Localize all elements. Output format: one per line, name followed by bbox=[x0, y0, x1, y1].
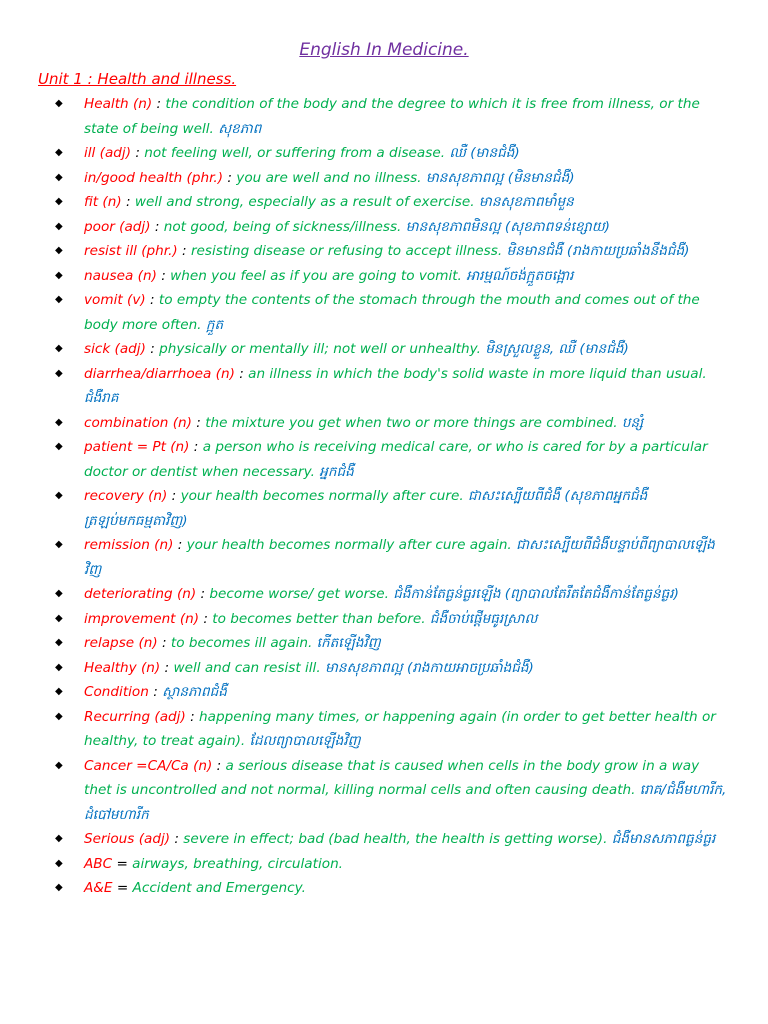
bullet-diamond-icon: ◆ bbox=[55, 416, 63, 428]
bullet-diamond-icon: ◆ bbox=[55, 98, 63, 109]
entry-khmer-translation: បន្សំ bbox=[617, 414, 644, 431]
entry-definition: well and can resist ill. bbox=[173, 659, 321, 676]
entry-separator: : bbox=[234, 365, 249, 382]
entry-khmer-translation: កើតឡើងវិញ bbox=[312, 635, 381, 651]
entry-khmer-translation: មានសុខភាពល្អ (មិនមានជំងឺ) bbox=[421, 169, 575, 186]
entry-term: remission (n) bbox=[84, 537, 174, 553]
entry-term: fit (n) bbox=[84, 194, 122, 210]
entry-definition: an illness in which the body's solid waste in more liquid than usual. bbox=[248, 365, 707, 382]
entry-separator: : bbox=[156, 267, 171, 284]
entry-definition: to becomes ill again. bbox=[170, 635, 313, 651]
glossary-entry bbox=[0, 876, 768, 901]
entry-separator: = bbox=[112, 855, 133, 872]
entry-term: patient = Pt (n) bbox=[84, 439, 190, 455]
glossary-entry bbox=[0, 92, 768, 141]
entry-khmer-translation: មានសុខភាពមាំមួន bbox=[474, 194, 574, 210]
entry-separator: : bbox=[150, 218, 164, 235]
entry-khmer-translation: ដែលព្យាបាលឡើងវិញ bbox=[245, 733, 361, 749]
entry-term: in/good health (phr.) bbox=[84, 169, 224, 186]
entry-term: Cancer =CA/Ca (n) bbox=[84, 757, 213, 774]
bullet-diamond-icon: ◆ bbox=[55, 343, 63, 354]
entry-definition: resisting disease or refusing to accept illness. bbox=[190, 243, 503, 259]
entry-definition: your health becomes normally after cure again. bbox=[186, 537, 512, 553]
bullet-diamond-icon: ◆ bbox=[55, 612, 63, 624]
bullet-diamond-icon: ◆ bbox=[55, 441, 63, 452]
entry-separator: : bbox=[191, 414, 206, 431]
entry-khmer-translation: មានសុខភាពល្អ (រាងកាយអាចប្រឆាំងជំងឺ) bbox=[320, 659, 534, 676]
bullet-diamond-icon: ◆ bbox=[55, 171, 63, 183]
entry-khmer-translation: ជំងឺរាគ bbox=[84, 390, 119, 406]
glossary-entry bbox=[0, 533, 768, 582]
entry-khmer-translation: រោគ/ជំងឺមហារីក, ដំបៅមហារីក bbox=[84, 782, 727, 823]
entry-definition: to becomes better than before. bbox=[212, 610, 426, 627]
bullet-diamond-icon: ◆ bbox=[55, 710, 63, 722]
glossary-entry bbox=[0, 288, 768, 337]
entry-term: sick (adj) bbox=[84, 341, 146, 357]
glossary-list bbox=[0, 92, 768, 901]
entry-separator: : bbox=[173, 537, 187, 553]
bullet-diamond-icon: ◆ bbox=[55, 857, 63, 869]
entry-definition: when you feel as if you are going to vomit. bbox=[170, 267, 462, 284]
entry-khmer-translation: ជាសះស្បើយពីជំងឺ (សុខភាពអ្នកជំងឺត្រឡប់មកធម្មតាវិញ) bbox=[84, 488, 648, 529]
entry-separator: : bbox=[145, 292, 159, 308]
entry-definition: become worse/ get worse. bbox=[209, 586, 389, 602]
entry-definition: the condition of the body and the degree to which it is free from illness, or the state of being well. bbox=[84, 96, 700, 137]
bullet-diamond-icon: ◆ bbox=[55, 759, 63, 771]
entry-khmer-translation: ក្អួត bbox=[201, 316, 224, 333]
glossary-entry bbox=[0, 827, 768, 852]
entry-separator: : bbox=[145, 341, 160, 357]
entry-definition: not feeling well, or suffering from a disease. bbox=[144, 145, 446, 161]
bullet-diamond-icon: ◆ bbox=[55, 882, 63, 893]
entry-term: vomit (v) bbox=[84, 292, 146, 308]
entry-definition: happening many times, or happening again (in order to get better health or healthy, to treat again). bbox=[84, 708, 716, 749]
entry-separator: : bbox=[152, 96, 166, 112]
entry-term: A&E bbox=[84, 880, 113, 896]
entry-term: deteriorating (n) bbox=[84, 586, 197, 602]
entry-term: combination (n) bbox=[84, 414, 192, 431]
entry-separator: : bbox=[148, 684, 163, 700]
glossary-entry bbox=[0, 362, 768, 411]
entry-separator: : bbox=[212, 757, 226, 774]
entry-definition: Accident and Emergency. bbox=[132, 880, 306, 896]
bullet-diamond-icon: ◆ bbox=[55, 245, 63, 256]
entry-term: Health (n) bbox=[84, 96, 153, 112]
entry-khmer-translation: ឈឺ (មានជំងឺ) bbox=[445, 145, 520, 161]
entry-term: nausea (n) bbox=[84, 267, 157, 284]
entry-khmer-translation: ជំងឺកាន់តែធ្ងន់ធ្ងរឡើង (ព្យាបាលតែរឹតតែជំងឺកាន់តែធ្ងន់ធ្ងរ) bbox=[388, 586, 679, 602]
entry-definition: a person who is receiving medical care, or who is cared for by a particular doctor or dentist when necessary. bbox=[84, 439, 708, 480]
entry-definition: the mixture you get when two or more things are combined. bbox=[205, 414, 618, 431]
glossary-entry bbox=[0, 166, 768, 191]
bullet-diamond-icon: ◆ bbox=[55, 147, 63, 158]
bullet-diamond-icon: ◆ bbox=[55, 367, 63, 379]
glossary-entry bbox=[0, 264, 768, 289]
entry-separator: : bbox=[121, 194, 135, 210]
glossary-entry bbox=[0, 631, 768, 656]
bullet-diamond-icon: ◆ bbox=[55, 661, 63, 673]
entry-separator: : bbox=[131, 145, 145, 161]
entry-term: improvement (n) bbox=[84, 610, 200, 627]
entry-separator: = bbox=[112, 880, 133, 896]
glossary-entry bbox=[0, 705, 768, 754]
bullet-diamond-icon: ◆ bbox=[55, 686, 63, 697]
entry-definition: physically or mentally ill; not well or unhealthy. bbox=[159, 341, 481, 357]
entry-separator: : bbox=[199, 610, 213, 627]
entry-separator: : bbox=[196, 586, 210, 602]
page-title: English In Medicine. bbox=[299, 40, 469, 60]
entry-term: relapse (n) bbox=[84, 635, 158, 651]
entry-term: diarrhea/diarrhoea (n) bbox=[84, 365, 235, 382]
glossary-entry bbox=[0, 852, 768, 877]
bullet-diamond-icon: ◆ bbox=[55, 490, 63, 501]
unit-heading: Unit 1 : Health and illness. bbox=[38, 70, 237, 88]
entry-khmer-translation: ជំងឺចាប់ផ្តើមធូរស្រាល bbox=[425, 610, 538, 627]
entry-definition: well and strong, especially as a result of exercise. bbox=[134, 194, 475, 210]
glossary-entry bbox=[0, 141, 768, 166]
glossary-entry bbox=[0, 607, 768, 632]
glossary-entry bbox=[0, 411, 768, 436]
glossary-entry bbox=[0, 484, 768, 533]
bullet-diamond-icon: ◆ bbox=[55, 637, 63, 648]
bullet-diamond-icon: ◆ bbox=[55, 196, 63, 207]
glossary-entry bbox=[0, 190, 768, 215]
glossary-entry bbox=[0, 582, 768, 607]
glossary-entry bbox=[0, 680, 768, 705]
bullet-diamond-icon: ◆ bbox=[55, 220, 63, 232]
entry-separator: : bbox=[189, 439, 203, 455]
entry-term: resist ill (phr.) bbox=[84, 243, 178, 259]
glossary-entry bbox=[0, 656, 768, 681]
entry-khmer-translation: សុខភាព bbox=[213, 120, 262, 137]
glossary-entry bbox=[0, 337, 768, 362]
entry-separator: : bbox=[185, 708, 199, 725]
entry-khmer-translation: ស្ថានភាពជំងឺ bbox=[162, 684, 227, 700]
entry-khmer-translation: អ្នកជំងឺ bbox=[314, 463, 354, 480]
entry-term: ill (adj) bbox=[84, 145, 131, 161]
entry-definition: to empty the contents of the stomach through the mouth and comes out of the body more often. bbox=[84, 292, 700, 333]
entry-term: ABC bbox=[84, 855, 113, 872]
entry-definition: severe in effect; bad (bad health, the health is getting worse). bbox=[183, 831, 608, 847]
entry-separator: : bbox=[170, 831, 184, 847]
entry-definition: your health becomes normally after cure. bbox=[180, 488, 464, 504]
entry-separator: : bbox=[177, 243, 191, 259]
bullet-diamond-icon: ◆ bbox=[55, 294, 63, 305]
bullet-diamond-icon: ◆ bbox=[55, 833, 63, 844]
bullet-diamond-icon: ◆ bbox=[55, 539, 63, 550]
entry-term: recovery (n) bbox=[84, 488, 168, 504]
glossary-entry bbox=[0, 239, 768, 264]
entry-separator: : bbox=[160, 659, 174, 676]
entry-term: Healthy (n) bbox=[84, 659, 161, 676]
entry-term: Condition bbox=[84, 684, 149, 700]
entry-definition: not good, being of sickness/illness. bbox=[163, 218, 402, 235]
glossary-entry bbox=[0, 435, 768, 484]
entry-definition: you are well and no illness. bbox=[236, 169, 422, 186]
entry-khmer-translation: មិនមានជំងឺ (រាងកាយប្រឆាំងនឹងជំងឺ) bbox=[502, 243, 690, 259]
entry-khmer-translation: អារម្មណ៍ចង់ក្អួតចង្អោរ bbox=[461, 267, 574, 284]
entry-separator: : bbox=[157, 635, 171, 651]
glossary-entry bbox=[0, 215, 768, 240]
entry-term: Recurring (adj) bbox=[84, 708, 186, 725]
entry-separator: : bbox=[167, 488, 181, 504]
entry-term: Serious (adj) bbox=[84, 831, 171, 847]
bullet-diamond-icon: ◆ bbox=[55, 588, 63, 599]
entry-khmer-translation: មានសុខភាពមិនល្អ (សុខភាពទន់ខ្សោយ) bbox=[401, 218, 610, 235]
entry-term: poor (adj) bbox=[84, 218, 151, 235]
entry-definition: airways, breathing, circulation. bbox=[132, 855, 344, 872]
entry-khmer-translation: ជាសះស្បើយពីជំងឺបន្ទាប់ពីព្យាបាលឡើងវិញ bbox=[84, 537, 715, 578]
bullet-diamond-icon: ◆ bbox=[55, 269, 63, 281]
entry-definition: a serious disease that is caused when cells in the body grow in a way thet is uncontrolled and not normal, killing normal cells and often causing death. bbox=[84, 757, 700, 798]
glossary-entry bbox=[0, 754, 768, 828]
entry-khmer-translation: មិនស្រួលខ្លួន, ឈឺ (មានជំងឺ) bbox=[480, 341, 629, 357]
entry-separator: : bbox=[223, 169, 237, 186]
entry-khmer-translation: ជំងឺមានសភាពធ្ងន់ធ្ងរ bbox=[607, 831, 716, 847]
